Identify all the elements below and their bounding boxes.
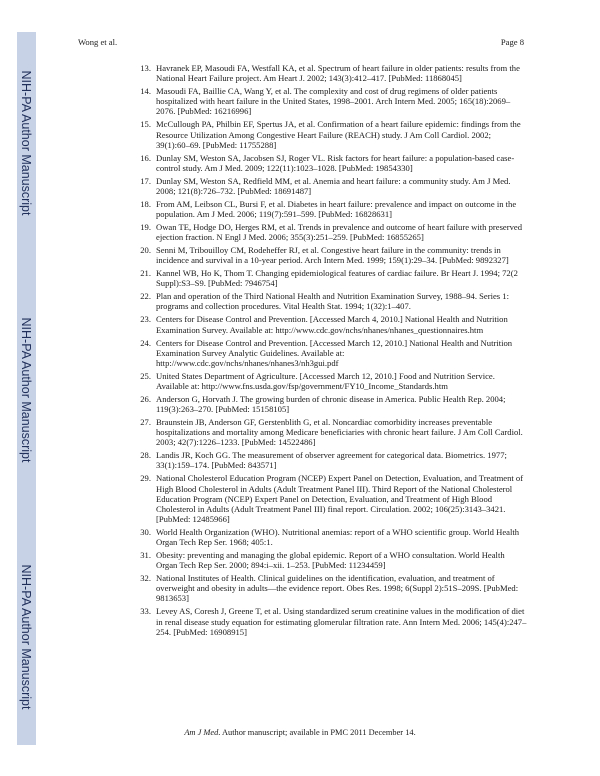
reference-item bbox=[127, 394, 527, 414]
reference-text: Braunstein JB, Anderson GF, Gerstenblith G, et al. Noncardiac comorbidity increases preventable hospitalizations and mortality among Medicare beneficiaries with chronic heart failure. J Am Coll Cardiol. 2003; 42(7):1226–1233. [PubMed: 14522486] bbox=[156, 417, 523, 448]
footer-text: . Author manuscript; available in PMC 2011 December 14. bbox=[218, 728, 416, 737]
reference-item bbox=[127, 176, 527, 196]
reference-text: From AM, Leibson CL, Bursi F, et al. Diabetes in heart failure: prevalence and impact on outcome in the population. Am J Med. 2006; 119(7):591–599. [PubMed: 16828631] bbox=[156, 198, 517, 220]
reference-text: Kannel WB, Ho K, Thom T. Changing epidemiological features of cardiac failure. Br Heart J. 1994; 72(2 Suppl):S3–S9. [PubMed: 7946754] bbox=[156, 268, 518, 289]
reference-list bbox=[127, 63, 527, 640]
reference-item bbox=[127, 86, 527, 116]
reference-number: 22. bbox=[140, 291, 151, 302]
sidebar-label-middle: NIH-PA Author Manuscript bbox=[19, 317, 33, 463]
reference-text: National Cholesterol Education Program (NCEP) Expert Panel on Detection, Evaluation, and Treatment of High Blood Cholesterol in Adults (Adult Treatment Panel III). Third Report of the National Cholesterol Education Program (NCEP) Expert Panel on Detection, Evaluation, and Treatment of High Blood Cholesterol in Adults (Adult Treatment Panel III) final report. Circulation. 2002; 106(25):3143–3421. [PubMed: 12485966] bbox=[156, 473, 524, 524]
sidebar-label-top: NIH-PA Author Manuscript bbox=[19, 70, 33, 216]
running-header-author: Wong et al. bbox=[78, 37, 118, 47]
reference-number: 15. bbox=[140, 119, 151, 130]
reference-number: 17. bbox=[140, 175, 151, 186]
reference-number: 16. bbox=[140, 152, 151, 163]
reference-text: Masoudi FA, Baillie CA, Wang Y, et al. The complexity and cost of drug regimens of older patients hospitalized with heart failure in the United States, 1998–2001. Arch Intern Med. 2005; 165(18):2069–2076. [PubMed: 16216996] bbox=[156, 86, 511, 117]
reference-text: Dunlay SM, Weston SA, Jacobsen SJ, Roger VL. Risk factors for heart failure: a population-based case-control study. Am J Med. 2009; 122(11):1023–1028. [PubMed: 19854330] bbox=[156, 152, 515, 173]
reference-number: 28. bbox=[140, 450, 151, 461]
reference-item bbox=[127, 550, 527, 570]
reference-item bbox=[127, 222, 527, 242]
reference-item bbox=[127, 63, 527, 83]
reference-text: Obesity: preventing and managing the global epidemic. Report of a WHO consultation. World Health Organ Tech Rep Ser. 2000; 894:i–xii. 1–253. [PubMed: 11234459] bbox=[156, 550, 505, 571]
reference-item bbox=[127, 314, 527, 334]
reference-item bbox=[127, 573, 527, 603]
reference-item bbox=[127, 473, 527, 524]
reference-number: 31. bbox=[140, 550, 151, 561]
reference-item bbox=[127, 199, 527, 219]
reference-number: 27. bbox=[140, 417, 151, 427]
reference-text: Havranek EP, Masoudi FA, Westfall KA, et al. Spectrum of heart failure in older patients: results from the National Heart Failure project. Am Heart J. 2002; 143(3):412–417. [PubMed: 11868045] bbox=[156, 63, 520, 84]
footer-journal: Am J Med bbox=[184, 728, 219, 737]
page-footer bbox=[0, 728, 600, 737]
reference-item bbox=[127, 417, 527, 447]
reference-text: Anderson G, Horvath J. The growing burden of chronic disease in America. Public Health Rep. 2004; 119(3):263–270. [PubMed: 15158105] bbox=[156, 393, 506, 415]
reference-item bbox=[127, 291, 527, 311]
reference-text: National Institutes of Health. Clinical guidelines on the identification, evaluation, and treatment of overweight and obesity in adults—the evidence report. Obes Res. 1998; 6(Suppl 2):51S–209S. [PubMed: 9813653] bbox=[156, 573, 519, 604]
reference-number: 13. bbox=[140, 63, 151, 73]
reference-number: 18. bbox=[140, 198, 151, 209]
reference-number: 24. bbox=[140, 337, 151, 348]
reference-item bbox=[127, 338, 527, 368]
reference-number: 33. bbox=[140, 606, 151, 617]
reference-item bbox=[127, 450, 527, 470]
reference-text: Dunlay SM, Weston SA, Redfield MM, et al. Anemia and heart failure: a community study. Am J Med. 2008; 121(8):726–732. [PubMed: 18691487] bbox=[156, 175, 511, 196]
reference-number: 23. bbox=[140, 314, 151, 325]
reference-number: 19. bbox=[140, 221, 151, 232]
reference-text: McCullough PA, Philbin EF, Spertus JA, et al. Confirmation of a heart failure epidemic: findings from the Resource Utilization Among Congestive Heart Failure (REACH) study. J Am Coll Cardiol. 2002; 39(1):60–69. [PubMed: 11755288] bbox=[156, 119, 521, 150]
reference-text: World Health Organization (WHO). Nutritional anemias: report of a WHO scientific group. World Health Organ Tech Rep Ser. 1968; 405:1. bbox=[156, 526, 520, 548]
reference-item bbox=[127, 606, 527, 636]
reference-item bbox=[127, 119, 527, 149]
reference-number: 30. bbox=[140, 526, 151, 537]
reference-text: Levey AS, Coresh J, Greene T, et al. Using standardized serum creatinine values in the modification of diet in renal disease study equation for estimating glomerular filtration rate. Ann Intern Med. 2006; 145(4):247–254. [PubMed: 16908915] bbox=[156, 606, 527, 637]
reference-text: Centers for Disease Control and Prevention. [Accessed March 12, 2010.] National Health and Nutrition Examination Survey Analytic Guidelines. Available at: http://www.cdc.gov/nchs/nhanes/nhanes3/nh3gui.pdf bbox=[156, 337, 513, 368]
reference-text: Owan TE, Hodge DO, Herges RM, et al. Trends in prevalence and outcome of heart failure with preserved ejection fraction. N Engl J Med. 2006; 355(3):251–259. [PubMed: 16855265] bbox=[156, 221, 523, 243]
reference-text: Senni M, Tribouilloy CM, Rodeheffer RJ, et al. Congestive heart failure in the community: trends in incidence and survival in a 10-year period. Arch Intern Med. 1999; 159(1):29–34. [PubMed: 9892327] bbox=[156, 245, 509, 266]
reference-item bbox=[127, 245, 527, 265]
reference-number: 20. bbox=[140, 245, 151, 256]
reference-text: Plan and operation of the Third National Health and Nutrition Examination Survey, 1988–94. Series 1: programs and collection procedures. Vital Health Stat. 1994; 1(32):1–407. bbox=[156, 291, 509, 312]
reference-number: 29. bbox=[140, 473, 151, 484]
reference-number: 25. bbox=[140, 370, 151, 381]
reference-text: Centers for Disease Control and Prevention. [Accessed March 4, 2010.] National Health and Nutrition Examination Survey. Available at: http://www.cdc.gov/nchs/nhanes/nhanes_questionnaires.htm bbox=[156, 314, 508, 335]
reference-text: Landis JR, Koch GG. The measurement of observer agreement for categorical data. Biometrics. 1977; 33(1):159–174. [PubMed: 843571] bbox=[156, 450, 507, 471]
reference-item bbox=[127, 153, 527, 173]
reference-number: 21. bbox=[140, 268, 151, 279]
reference-item bbox=[127, 527, 527, 547]
reference-item bbox=[127, 268, 527, 288]
reference-number: 32. bbox=[140, 573, 151, 584]
reference-number: 26. bbox=[140, 393, 151, 404]
reference-number: 14. bbox=[140, 86, 151, 97]
sidebar-label-bottom: NIH-PA Author Manuscript bbox=[19, 564, 33, 710]
reference-item bbox=[127, 371, 527, 391]
reference-text: United States Department of Agriculture. [Accessed March 12, 2010.] Food and Nutrition Service. Available at: http://www.fns.usda.gov/fsp/government/FY10_Income_Standards.htm bbox=[156, 370, 495, 391]
page-number: Page 8 bbox=[500, 37, 524, 47]
